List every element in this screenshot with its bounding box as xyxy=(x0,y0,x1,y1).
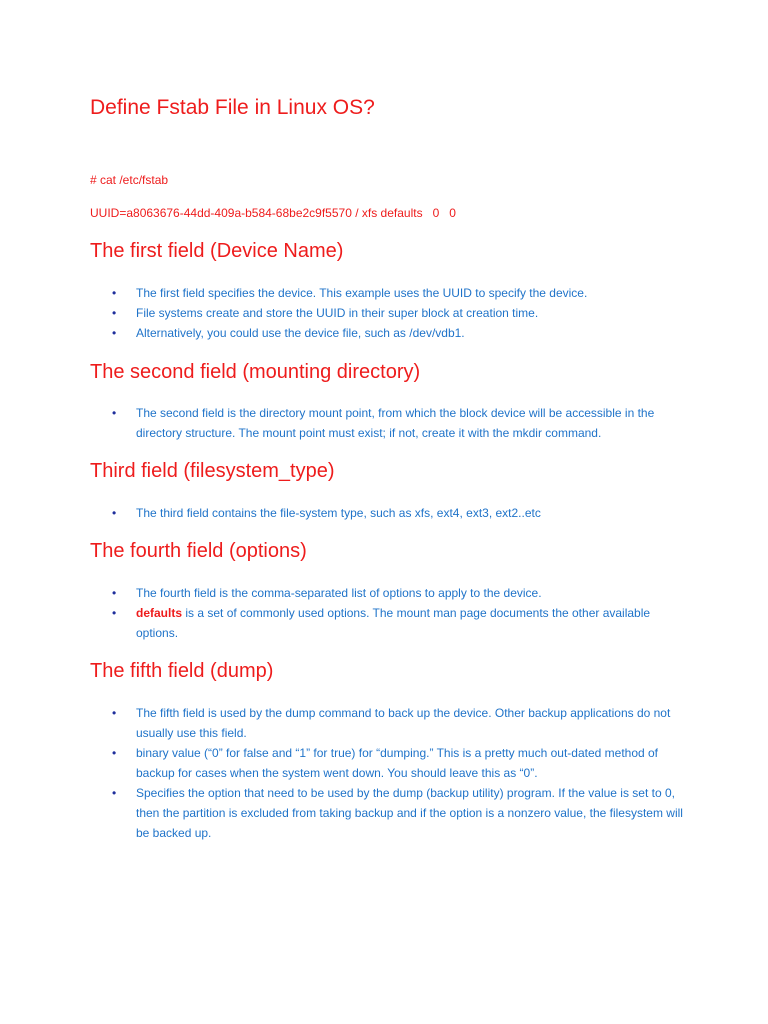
bullet-dot-icon: • xyxy=(112,786,117,800)
list-item xyxy=(110,743,690,783)
list-item-text: The second field is the directory mount point, from which the block device will be accessible in the directory structure. The mount point must exist; if not, create it with the mkdir command. xyxy=(136,406,655,440)
list-item xyxy=(110,703,690,743)
bullet-dot-icon: • xyxy=(112,306,117,320)
list-item xyxy=(110,503,690,523)
list-item xyxy=(110,783,690,843)
list-item-text: The fifth field is used by the dump command to back up the device. Other backup applications do not usually use this field. xyxy=(136,706,671,740)
section-heading-dump: The fifth field (dump) xyxy=(90,660,274,682)
bullet-dot-icon: • xyxy=(112,606,117,620)
list-item xyxy=(110,583,690,603)
list-item xyxy=(110,303,690,323)
bullet-dot-icon: • xyxy=(112,326,117,340)
filesystem-type-bullet-list xyxy=(110,503,690,523)
defaults-term: defaults xyxy=(136,606,183,620)
section-heading-filesystem-type: Third field (filesystem_type) xyxy=(90,460,335,482)
options-bullet-list xyxy=(110,583,690,643)
bullet-dot-icon: • xyxy=(112,706,117,720)
list-item-text: The first field specifies the device. This example uses the UUID to specify the device. xyxy=(136,286,588,300)
list-item xyxy=(110,403,690,443)
list-item xyxy=(110,283,690,303)
list-item-text: Specifies the option that need to be used by the dump (backup utility) program. If the value is set to 0, then the partition is excluded from taking backup and if the option is a nonzero value, the filesystem will be backed up. xyxy=(136,786,683,840)
document-title: Define Fstab File in Linux OS? xyxy=(90,96,375,119)
list-item-text: binary value (“0” for false and “1” for true) for “dumping.” This is a pretty much out-dated method of backup for cases when the system went down. You should leave this as “0”. xyxy=(136,746,659,780)
list-item xyxy=(110,323,690,343)
list-item-text: The third field contains the file-system type, such as xfs, ext4, ext3, ext2..etc xyxy=(136,506,541,520)
list-item xyxy=(110,603,690,643)
fstab-entry-line: UUID=a8063676-44dd-409a-b584-68be2c9f5570 / xfs defaults 0 0 xyxy=(90,206,456,220)
bullet-dot-icon: • xyxy=(112,286,117,300)
bullet-dot-icon: • xyxy=(112,506,117,520)
bullet-dot-icon: • xyxy=(112,406,117,420)
section-heading-mounting-directory: The second field (mounting directory) xyxy=(90,361,421,383)
list-item-text: The fourth field is the comma-separated list of options to apply to the device. xyxy=(136,586,542,600)
cat-command-line: # cat /etc/fstab xyxy=(90,173,169,187)
device-name-bullet-list xyxy=(110,283,690,343)
section-heading-options: The fourth field (options) xyxy=(90,540,307,562)
list-item-text: Alternatively, you could use the device file, such as /dev/vdb1. xyxy=(136,326,465,340)
bullet-dot-icon: • xyxy=(112,586,117,600)
mounting-directory-bullet-list xyxy=(110,403,690,443)
list-item-text: File systems create and store the UUID in their super block at creation time. xyxy=(136,306,539,320)
section-heading-device-name: The first field (Device Name) xyxy=(90,240,344,262)
dump-bullet-list xyxy=(110,703,690,843)
list-item-text: is a set of commonly used options. The mount man page documents the other available options. xyxy=(136,606,651,640)
bullet-dot-icon: • xyxy=(112,746,117,760)
